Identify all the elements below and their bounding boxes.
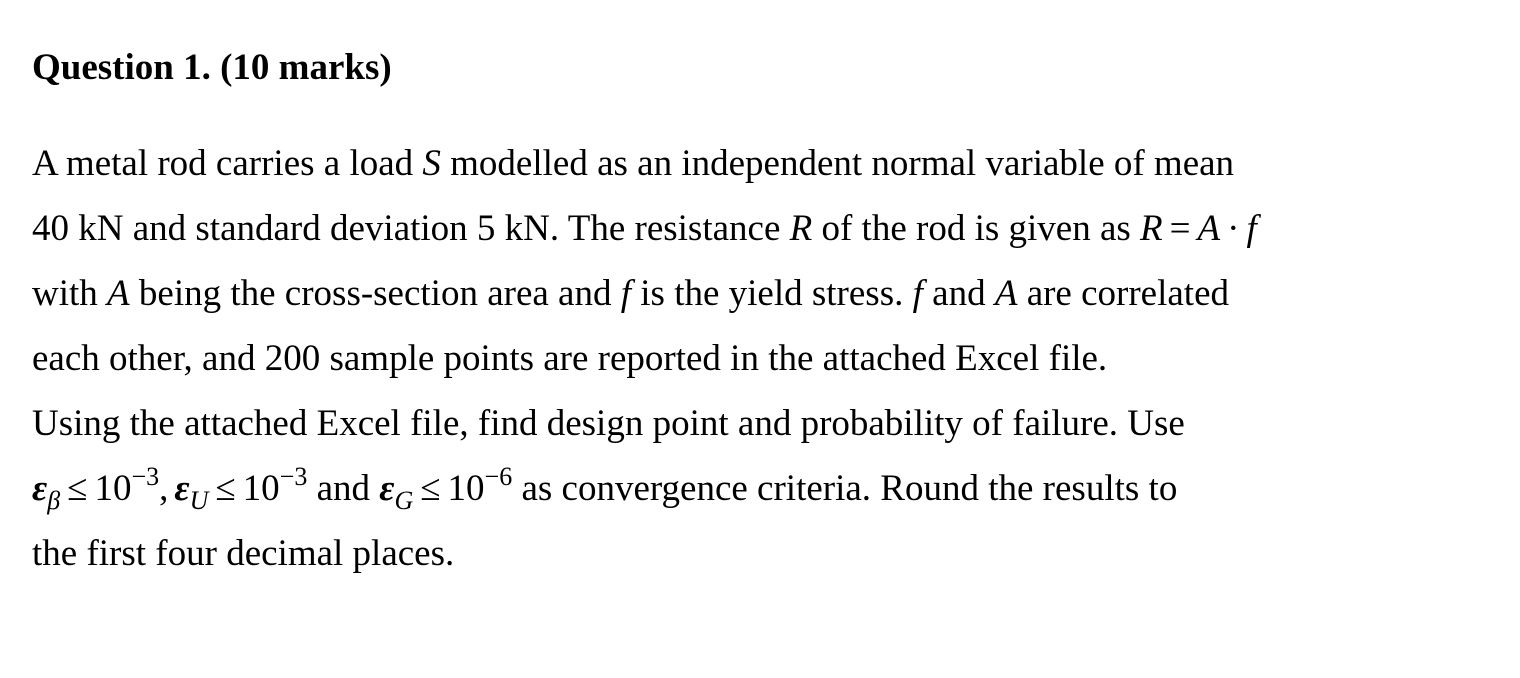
text-segment: with <box>32 273 108 314</box>
text-segment: A metal rod carries a load <box>32 143 423 184</box>
variable-f: f <box>620 273 632 314</box>
equals-sign: = <box>1169 208 1191 249</box>
leq-sign: ≤ <box>215 468 236 509</box>
leq-sign: ≤ <box>67 468 88 509</box>
epsilon-g: ε <box>379 468 395 509</box>
variable-R: R <box>789 208 813 249</box>
text-segment: of the rod is given as <box>812 208 1141 249</box>
dot-operator: · <box>1227 208 1240 249</box>
text-segment: being the cross-section area and <box>129 273 621 314</box>
exponent: −6 <box>484 462 513 491</box>
equation-R: R <box>1140 208 1163 249</box>
variable-S: S <box>422 143 441 184</box>
text-segment: modelled as an independent normal variable of mean <box>440 143 1235 184</box>
body-line-3 <box>32 261 1488 326</box>
body-line-7: the first four decimal places. <box>32 533 455 574</box>
variable-A: A <box>994 273 1018 314</box>
subscript-g: G <box>394 486 414 515</box>
power-base: 10 <box>94 468 132 509</box>
subscript-u: U <box>189 486 209 515</box>
epsilon-u: ε <box>174 468 190 509</box>
question-title: Question 1. (10 marks) <box>32 47 392 88</box>
variable-A: A <box>107 273 130 314</box>
power-base: 10 <box>447 468 485 509</box>
text-segment: is the yield stress. <box>631 273 913 314</box>
exponent: −3 <box>279 462 308 491</box>
exponent: −3 <box>131 462 160 491</box>
body-line-2 <box>32 196 1488 261</box>
text-segment: as convergence criteria. Round the results to <box>512 468 1178 509</box>
comma: , <box>159 468 169 509</box>
equation-f: f <box>1246 208 1257 249</box>
equation-A: A <box>1197 208 1221 249</box>
subscript-beta: β <box>47 486 61 515</box>
text-segment: are correlated <box>1017 273 1229 314</box>
body-line-1 <box>32 131 1488 196</box>
text-segment: and <box>307 468 380 509</box>
text-segment: and <box>922 273 995 314</box>
power-base: 10 <box>242 468 280 509</box>
body-line-6 <box>32 456 1488 521</box>
variable-f: f <box>912 273 923 314</box>
body-line-5: Using the attached Excel file, find design point and probability of failure. Use <box>32 403 1185 444</box>
text-segment: 40 kN and standard deviation 5 kN. The resistance <box>32 208 790 249</box>
question-body <box>32 131 1488 586</box>
epsilon-beta: ε <box>32 468 48 509</box>
body-line-4: each other, and 200 sample points are reported in the attached Excel file. <box>32 338 1108 379</box>
leq-sign: ≤ <box>420 468 441 509</box>
